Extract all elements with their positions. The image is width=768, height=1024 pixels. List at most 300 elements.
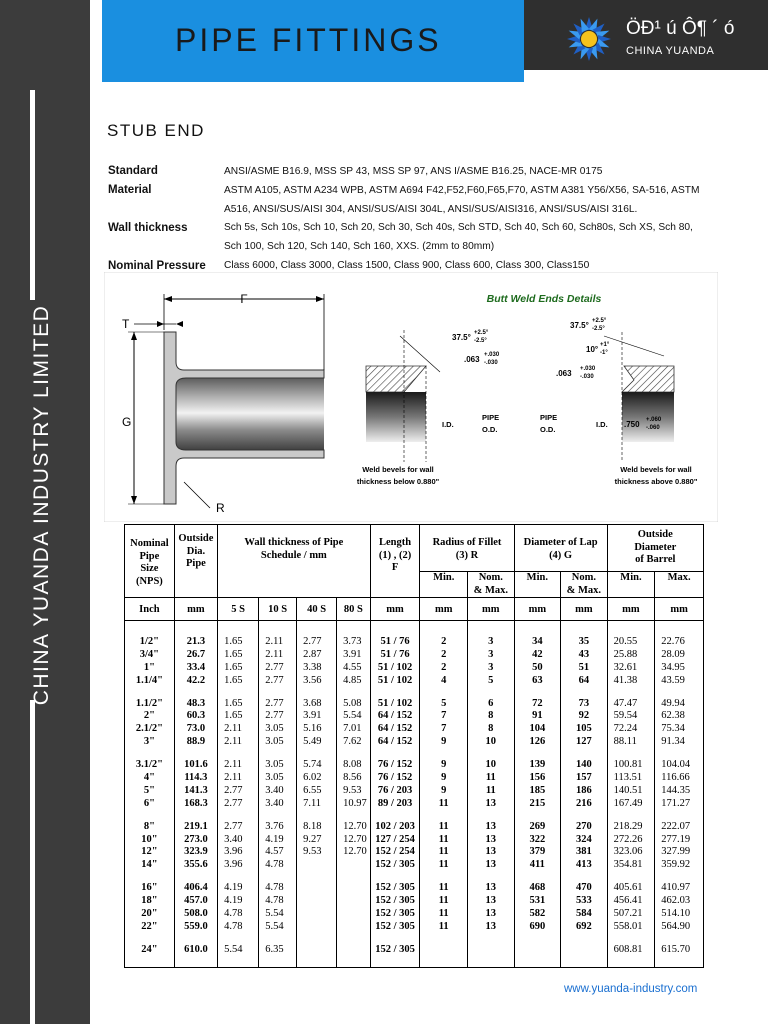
cell-value: 558.01 — [613, 920, 643, 932]
butt-weld-title: Butt Weld Ends Details — [486, 293, 602, 305]
cell-value: 152 / 305 — [375, 920, 415, 932]
cell-value: 10 — [485, 736, 497, 748]
cell-value: 60.3 — [186, 710, 206, 722]
logo-english-text: CHINA YUANDA — [626, 45, 715, 57]
cell-value: 584 — [575, 908, 592, 920]
unit-cell: 10 S — [259, 598, 297, 621]
th-radius-min: Min. — [420, 572, 468, 598]
cell-value: 411 — [529, 859, 545, 871]
cell-value: 102 / 203 — [375, 820, 415, 832]
cell-value: 2.11 — [224, 772, 243, 784]
table-cell — [174, 749, 217, 811]
cell-value: 47.47 — [613, 697, 638, 709]
cell-value: 3" — [143, 736, 155, 748]
spec-label-wall: Wall thickness — [108, 222, 188, 234]
cell-value: 2.77 — [265, 710, 284, 722]
cell-value: 6 — [488, 697, 494, 709]
spec-value-pressure: Class 6000, Class 3000, Class 1500, Class 900, Class 600, Class 300, Class150 — [224, 260, 590, 271]
cell-value: 2.77 — [265, 674, 284, 686]
cell-value: 610.0 — [184, 943, 208, 955]
cell-value: 470 — [575, 882, 592, 894]
cell-value: 33.4 — [186, 661, 206, 673]
cell-value: 2.77 — [224, 784, 243, 796]
cell-value: 379 — [529, 846, 546, 858]
cell-value: 381 — [575, 846, 592, 858]
table-cell — [370, 811, 420, 873]
cell-value: 514.10 — [661, 908, 691, 920]
svg-text:I.D.: I.D. — [442, 420, 454, 429]
svg-text:-2.5°: -2.5° — [474, 338, 487, 344]
table-cell — [420, 872, 468, 934]
cell-value: 140 — [575, 759, 592, 771]
cell-value: 5.74 — [303, 759, 322, 771]
cell-value: 8.08 — [343, 759, 362, 771]
table-cell — [514, 934, 561, 967]
table-cell — [125, 811, 175, 873]
svg-text:37.5°: 37.5° — [452, 333, 471, 342]
table-cell — [655, 811, 704, 873]
cell-value: 185 — [529, 784, 546, 796]
table-cell — [218, 872, 259, 934]
table-cell — [655, 688, 704, 750]
cell-value: 7 — [441, 710, 447, 722]
table-cell — [420, 688, 468, 750]
cell-value: 156 — [529, 772, 546, 784]
cell-value: 89 / 203 — [377, 797, 413, 809]
table-cell — [125, 872, 175, 934]
th-lap-min: Min. — [514, 572, 561, 598]
svg-text:10°: 10° — [586, 345, 599, 354]
cell-value: 104 — [529, 723, 546, 735]
cell-value: 3 — [488, 661, 494, 673]
cell-value: 468 — [529, 882, 546, 894]
cell-value: 5.08 — [343, 697, 362, 709]
table-cell — [337, 934, 371, 967]
svg-text:+2.5°: +2.5° — [474, 330, 489, 336]
cell-value: 323.9 — [184, 846, 208, 858]
cell-value: 6.02 — [303, 772, 322, 784]
table-cell — [297, 872, 337, 934]
table-cell — [259, 811, 297, 873]
cell-value: 64 / 152 — [377, 736, 413, 748]
table-cell — [561, 749, 608, 811]
cell-value: 34.95 — [661, 661, 685, 673]
cell-value: 359.92 — [661, 859, 691, 871]
cell-value: 323.06 — [613, 846, 643, 858]
svg-text:-2.5°: -2.5° — [592, 326, 605, 332]
table-cell — [297, 621, 337, 688]
svg-text:Weld bevels for wall: Weld bevels for wall — [620, 465, 692, 474]
cell-value: 3.38 — [303, 661, 322, 673]
cell-value: 91.34 — [661, 736, 685, 748]
page-title: PIPE FITTINGS — [175, 22, 442, 58]
cell-value: 10" — [141, 833, 158, 845]
cell-value: 139 — [529, 759, 546, 771]
svg-text:PIPE: PIPE — [540, 413, 558, 422]
cell-value: 22.76 — [661, 636, 685, 647]
table-cell — [337, 621, 371, 688]
cell-value: 11 — [438, 908, 449, 920]
cell-value: 48.3 — [186, 697, 206, 709]
table-cell — [125, 621, 175, 688]
cell-value: 507.21 — [613, 908, 643, 920]
cell-value: 11 — [485, 784, 496, 796]
spec-value-wall: Sch 5s, Sch 10s, Sch 10, Sch 20, Sch 30, Sch 40s, Sch STD, Sch 40, Sch 60, Sch80s, Sch XS, Sch 80, — [224, 222, 693, 233]
cell-value: 14" — [141, 859, 158, 871]
table-cell — [468, 621, 515, 688]
table-row-group — [125, 621, 704, 688]
cell-value: 4.19 — [265, 833, 284, 845]
table-cell — [514, 749, 561, 811]
cell-value: 3 — [488, 648, 494, 660]
cell-value — [297, 944, 336, 957]
unit-cell: mm — [607, 598, 655, 621]
cell-value: 2.77 — [303, 636, 322, 647]
table-cell — [125, 749, 175, 811]
cell-value: 127 / 254 — [375, 833, 415, 845]
table-cell — [420, 934, 468, 967]
table-cell — [337, 688, 371, 750]
svg-text:+.030: +.030 — [484, 352, 500, 358]
table-cell — [514, 621, 561, 688]
cell-value: 3.68 — [303, 697, 322, 709]
cell-value: 4.78 — [224, 908, 243, 920]
cell-value: 73.0 — [186, 723, 206, 735]
cell-value: 406.4 — [184, 882, 208, 894]
svg-text:thickness above 0.880": thickness above 0.880" — [614, 477, 698, 486]
cell-value: 25.88 — [613, 648, 638, 660]
cell-value: 3.91 — [343, 648, 362, 660]
cell-value: 2.1/2" — [135, 723, 163, 735]
cell-value: 4.57 — [265, 846, 284, 858]
cell-value — [337, 944, 370, 957]
cell-value: 167.49 — [613, 797, 643, 809]
cell-value: 20" — [141, 908, 158, 920]
cell-value: 354.81 — [613, 859, 643, 871]
cell-value: 9.53 — [303, 846, 322, 858]
cell-value: 12.70 — [343, 833, 367, 845]
cell-value: 1.65 — [224, 710, 243, 722]
cell-value: 582 — [529, 908, 546, 920]
cell-value: 1.65 — [224, 661, 243, 673]
cell-value: 4" — [143, 772, 155, 784]
cell-value: 405.61 — [613, 882, 643, 894]
svg-text:+1°: +1° — [600, 342, 610, 348]
cell-value: 7 — [441, 723, 447, 735]
cell-value: 63 — [532, 674, 543, 686]
svg-text:+.060: +.060 — [646, 417, 662, 423]
table-cell — [259, 621, 297, 688]
th-barrel-max: Max. — [655, 572, 704, 598]
units-row — [125, 598, 704, 621]
cell-value: 4.78 — [224, 920, 243, 932]
cell-value: 11 — [438, 833, 449, 845]
th-lap-nom: Nom. & Max. — [561, 572, 608, 598]
spec-label-standard: Standard — [108, 165, 158, 177]
table-cell — [174, 621, 217, 688]
spec-value-material-2: A516, ANSI/SUS/AISI 304, ANSI/SUS/AISI 304L, ANSI/SUS/AISI316, ANSI/SUS/AISI 316L. — [224, 204, 638, 215]
table-cell — [468, 872, 515, 934]
cell-value — [337, 882, 370, 895]
table-cell — [218, 749, 259, 811]
table-cell — [337, 872, 371, 934]
cell-value: 22" — [141, 920, 158, 932]
unit-cell: mm — [370, 598, 420, 621]
cell-value: 13 — [485, 820, 497, 832]
cell-value: 7.62 — [343, 736, 362, 748]
cell-value: 3.96 — [224, 859, 243, 871]
table-cell — [174, 811, 217, 873]
cell-value: 3.1/2" — [135, 759, 163, 771]
table-cell — [259, 934, 297, 967]
cell-value: 327.99 — [661, 846, 691, 858]
cell-value: 4.78 — [265, 882, 284, 894]
cell-value: 410.97 — [661, 882, 691, 894]
table-cell — [655, 872, 704, 934]
cell-value: 3 — [488, 636, 494, 647]
table-cell — [297, 934, 337, 967]
cell-value: 26.7 — [186, 648, 206, 660]
cell-value: 5.54 — [265, 920, 284, 932]
svg-text:I.D.: I.D. — [596, 420, 608, 429]
cell-value: 152 / 254 — [375, 846, 415, 858]
cell-value: 215 — [529, 797, 546, 809]
table-row-group — [125, 872, 704, 934]
cell-value: 2.77 — [224, 797, 243, 809]
svg-text:.063: .063 — [464, 355, 480, 364]
cell-value: 6" — [143, 797, 155, 809]
cell-value: 12" — [141, 846, 158, 858]
table-cell — [125, 934, 175, 967]
cell-value: 152 / 305 — [375, 895, 415, 907]
cell-value: 1.1/4" — [135, 674, 163, 686]
table-cell — [561, 872, 608, 934]
cell-value: 457.0 — [184, 895, 208, 907]
cell-value: 127 — [575, 736, 592, 748]
dim-label-f: F — [240, 292, 248, 306]
cell-value: 9 — [441, 759, 447, 771]
cell-value: 157 — [575, 772, 592, 784]
cell-value: 5.54 — [224, 943, 243, 955]
th-wall: Wall thickness of Pipe Schedule / mm — [218, 525, 371, 598]
cell-value: 3.40 — [265, 784, 284, 796]
spec-value-standard: ANSI/ASME B16.9, MSS SP 43, MSS SP 97, ANS I/ASME B16.25, NACE-MR 0175 — [224, 166, 603, 177]
svg-text:O.D.: O.D. — [482, 425, 498, 434]
svg-text:+2.5°: +2.5° — [592, 318, 607, 324]
cell-value: 101.6 — [184, 759, 208, 771]
cell-value: 2 — [441, 636, 447, 647]
svg-text:-.030: -.030 — [484, 360, 498, 366]
cell-value: 11 — [438, 797, 449, 809]
table-cell — [259, 872, 297, 934]
cell-value: 13 — [485, 859, 497, 871]
cell-value: 5.54 — [265, 908, 284, 920]
th-barrel: Outside Diameter of Barrel — [607, 525, 703, 572]
unit-cell: 40 S — [297, 598, 337, 621]
table-cell — [420, 621, 468, 688]
cell-value: 20.55 — [613, 636, 638, 647]
cell-value: 5.54 — [343, 710, 362, 722]
svg-text:+.030: +.030 — [580, 366, 596, 372]
cell-value: 64 — [578, 674, 590, 686]
company-vertical-label: CHINA YUANDA INDUSTRY LIMITED — [30, 304, 53, 706]
unit-cell: mm — [420, 598, 468, 621]
cell-value: 1.65 — [224, 697, 243, 709]
cell-value: 11 — [438, 895, 449, 907]
stub-end-drawing — [104, 272, 718, 522]
cell-value: 62.38 — [661, 710, 685, 722]
cell-value: 3.05 — [265, 759, 284, 771]
cell-value: 43 — [578, 648, 590, 660]
th-radius-nom: Nom. & Max. — [468, 572, 515, 598]
website-link[interactable]: www.yuanda-industry.com — [564, 983, 698, 995]
dim-label-r: R — [216, 501, 225, 515]
cell-value: 1.65 — [224, 648, 243, 660]
dim-label-t: T — [122, 317, 130, 331]
cell-value: 152 / 305 — [375, 882, 415, 894]
cell-value: 1/2" — [139, 636, 160, 647]
cell-value: 34 — [532, 636, 543, 647]
svg-text:O.D.: O.D. — [540, 425, 556, 434]
cell-value: 18" — [141, 895, 158, 907]
table-cell — [370, 621, 420, 688]
table-cell — [174, 688, 217, 750]
cell-value: 11 — [438, 846, 449, 858]
cell-value: 218.29 — [613, 820, 643, 832]
spec-value-material: ASTM A105, ASTM A234 WPB, ASTM A694 F42,F52,F60,F65,F70, ASTM A381 Y56/X56, SA-516, ASTM — [224, 185, 700, 196]
table-cell — [468, 811, 515, 873]
cell-value: 13 — [485, 833, 497, 845]
cell-value: 3.76 — [265, 820, 284, 832]
cell-value: 3.05 — [265, 736, 284, 748]
cell-value: 2.11 — [265, 648, 284, 660]
table-cell — [607, 688, 655, 750]
cell-value: 13 — [485, 908, 497, 920]
cell-value: 2.77 — [265, 661, 284, 673]
cell-value: 144.35 — [661, 784, 691, 796]
cell-value: 273.0 — [184, 833, 208, 845]
th-od: Outside Dia. Pipe — [174, 525, 217, 598]
table-cell — [607, 811, 655, 873]
cell-value: 32.61 — [613, 661, 638, 673]
spec-label-material: Material — [108, 184, 152, 196]
cell-value: 1" — [143, 661, 155, 673]
table-cell — [218, 934, 259, 967]
cell-value: 100.81 — [613, 759, 643, 771]
table-cell — [468, 688, 515, 750]
table-cell — [218, 811, 259, 873]
cell-value: 4.78 — [265, 895, 284, 907]
unit-cell: 5 S — [218, 598, 259, 621]
table-cell — [259, 688, 297, 750]
cell-value: 2 — [441, 648, 447, 660]
cell-value: 126 — [529, 736, 546, 748]
side-bar — [0, 0, 90, 1024]
cell-value: 13 — [485, 846, 497, 858]
cell-value — [468, 944, 514, 957]
side-divider-bottom — [30, 700, 35, 1024]
cell-value: 10.97 — [343, 797, 367, 809]
cell-value — [561, 944, 607, 957]
th-barrel-min: Min. — [607, 572, 655, 598]
cell-value: 462.03 — [661, 895, 691, 907]
section-title: STUB END — [107, 121, 205, 140]
cell-value: 531 — [529, 895, 546, 907]
cell-value: 11 — [485, 772, 496, 784]
svg-text:PIPE: PIPE — [482, 413, 500, 422]
cell-value: 105 — [575, 723, 592, 735]
cell-value: 1.65 — [224, 636, 243, 647]
cell-value: 4.55 — [343, 661, 362, 673]
cell-value — [297, 882, 336, 895]
unit-cell: 80 S — [337, 598, 371, 621]
cell-value — [297, 895, 336, 908]
cell-value: 7.11 — [303, 797, 322, 809]
cell-value: 324 — [575, 833, 592, 845]
cell-value: 615.70 — [661, 943, 691, 955]
table-cell — [655, 934, 704, 967]
th-nps: Nominal Pipe Size (NPS) — [125, 525, 175, 598]
cell-value: 64 / 152 — [377, 723, 413, 735]
cell-value: 152 / 305 — [375, 859, 415, 871]
cell-value: 3.40 — [224, 833, 243, 845]
cell-value: 6.55 — [303, 784, 322, 796]
svg-text:37.5°: 37.5° — [570, 321, 589, 330]
cell-value: 51 / 76 — [380, 648, 410, 660]
cell-value: 51 / 102 — [377, 674, 413, 686]
cell-value: 11 — [438, 859, 449, 871]
cell-value: 2 — [441, 661, 447, 673]
cell-value: 4.19 — [224, 895, 243, 907]
cell-value: 51 / 102 — [377, 661, 413, 673]
cell-value: 11 — [438, 882, 449, 894]
table-cell — [370, 749, 420, 811]
cell-value: 4.19 — [224, 882, 243, 894]
cell-value: 12.70 — [343, 820, 367, 832]
cell-value: 88.9 — [186, 736, 206, 748]
cell-value: 16" — [141, 882, 158, 894]
cell-value: 216 — [575, 797, 592, 809]
table-cell — [125, 688, 175, 750]
table-cell — [420, 811, 468, 873]
table-cell — [337, 749, 371, 811]
cell-value: 92 — [578, 710, 590, 722]
table-cell — [514, 872, 561, 934]
cell-value: 104.04 — [661, 759, 691, 771]
cell-value: 608.81 — [613, 943, 643, 955]
cell-value — [337, 908, 370, 921]
cell-value: 322 — [529, 833, 546, 845]
cell-value: 8.56 — [343, 772, 362, 784]
cell-value: 3/4" — [139, 648, 160, 660]
cell-value — [297, 859, 336, 872]
table-cell — [297, 749, 337, 811]
cell-value: 690 — [529, 920, 546, 932]
table-cell — [297, 811, 337, 873]
svg-text:.063: .063 — [556, 369, 572, 378]
cell-value: 171.27 — [661, 797, 691, 809]
table-cell — [607, 749, 655, 811]
table-cell — [514, 811, 561, 873]
dimension-table — [124, 524, 704, 968]
th-length: Length (1) , (2) F — [370, 525, 420, 598]
spec-label-pressure: Nominal Pressure — [108, 260, 206, 272]
table-cell — [468, 749, 515, 811]
cell-value — [337, 921, 370, 934]
cell-value: 2.87 — [303, 648, 322, 660]
cell-value: 13 — [485, 895, 497, 907]
cell-value: 2.77 — [224, 820, 243, 832]
